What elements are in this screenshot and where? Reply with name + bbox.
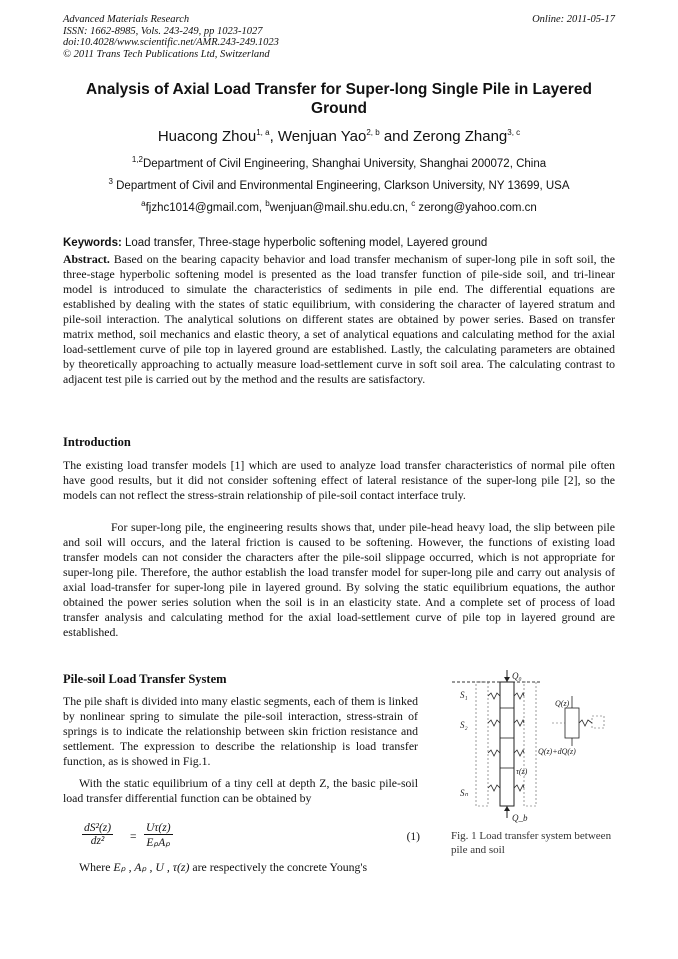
where-line: [63, 860, 418, 875]
eq-lhs-den: dz²: [90, 835, 105, 847]
author-sep: ,: [269, 128, 278, 145]
author-sup: 2, b: [366, 128, 380, 137]
label-tau: τ(z): [516, 767, 528, 776]
intro-paragraph-2: For super-long pile, the engineering results shows that, under pile-head heavy load, the slip between pile and soil will occurs, and the lateral friction is caused to be softening. However, the functions of existing load transfer models can not consider the characters after the pile-soil slippage occurred, which is not appropriate for super-long pile. Therefore, the author establish the load transfer model for super-long pile and carry out analysis of axial load-transfer for super-long pile in layered ground. By solving the static equilibrium equations, the author obtained the power series solution when the soil is in an elasticity state. And a complete set of process of load transfer analysis and calculating method for the axial load-settlement curve of pile top in layered ground are established.: [63, 520, 615, 639]
keywords-label: Keywords:: [63, 237, 122, 249]
where-vars: Eₚ , Aₚ , U , τ(z): [113, 860, 190, 874]
equation-1: [82, 822, 420, 856]
soil-column-left: [476, 682, 488, 806]
affil-sup: 1,2: [131, 155, 143, 165]
author-sup: 3, c: [507, 128, 521, 137]
online-date: Online: 2011-05-17: [532, 14, 615, 25]
journal-header: [63, 14, 279, 60]
eq-lhs: [82, 822, 113, 847]
abstract-label: Abstract.: [63, 252, 110, 266]
eq-number: (1): [406, 831, 420, 843]
element-cell: [565, 708, 579, 738]
keywords: [63, 237, 615, 249]
label-qz: Q(z): [555, 699, 570, 708]
section-heading: Pile-soil Load Transfer System: [63, 672, 227, 686]
label-sn: Sₙ: [460, 788, 469, 798]
author-sep: and: [379, 128, 414, 145]
paper-title: Analysis of Axial Load Transfer for Super-long Single Pile in Layered Ground: [86, 81, 592, 117]
affiliation-2: [63, 177, 615, 192]
email-link[interactable]: zerong@yahoo.com.cn: [415, 202, 537, 214]
author-name: Zerong Zhang: [413, 128, 508, 145]
spring-icon: [488, 693, 500, 699]
author-name: Wenjuan Yao: [277, 128, 367, 145]
soil-box: [592, 716, 604, 728]
where-text: Where: [79, 860, 114, 874]
eq-rhs-den: EₚAₚ: [146, 837, 171, 849]
spring-icon: [488, 750, 500, 756]
email-sup: a: [141, 199, 146, 209]
arrow-head-icon: [504, 677, 510, 682]
keywords-text: Load transfer, Three-stage hyperbolic softening model, Layered ground: [121, 237, 488, 249]
arrow-head-icon: [504, 806, 510, 811]
spring-icon: [579, 720, 592, 726]
journal-name: Advanced Materials Research: [63, 14, 190, 25]
eq-equals: =: [130, 831, 137, 843]
author-sup: 1, a: [256, 128, 270, 137]
label-qb: Q_b: [512, 813, 528, 823]
email-link[interactable]: fjzhc1014@gmail.com,: [145, 202, 266, 214]
issn: ISSN: 1662-8985, Vols. 243-249, pp 1023-1027: [63, 25, 263, 37]
section-paragraph-2: With the static equilibrium of a tiny cell at depth Z, the basic pile-soil load transfer differential function can be obtained by: [63, 776, 418, 805]
email-sup: c: [411, 199, 416, 209]
eq-rhs-num: Uτ(z): [146, 822, 171, 834]
abstract: [63, 252, 615, 387]
eq-rhs: [144, 822, 173, 849]
email-link[interactable]: wenjuan@mail.shu.edu.cn,: [269, 202, 412, 214]
emails: [63, 199, 615, 214]
email-sup: b: [265, 199, 270, 209]
introduction-heading: Introduction: [63, 435, 131, 449]
figure-caption: Fig. 1 Load transfer system between pile and soil: [451, 830, 612, 856]
eq-lhs-num: dS²(z): [84, 822, 112, 834]
affiliation-1: [63, 155, 615, 170]
copyright: © 2011 Trans Tech Publications Ltd, Switzerland: [63, 48, 270, 60]
section-paragraph-1: The pile shaft is divided into many elastic segments, each of them is linked by nonlinear spring to simulate the pile-soil interaction, stress-strain of springs is to indicate the relationship between skin friction resistance and settlement. The expression to describe the relationship is load transfer function, as is showed in Fig.1.: [63, 694, 418, 768]
where-text-2: are respectively the concrete Young's: [189, 860, 368, 874]
abstract-text: Based on the bearing capacity behavior and load transfer mechanism of super-long pile in soft soil, the three-stage hyperbolic softening model is presented as the load transfer function of pile-side soil, and tri-linear model is introduced to simulate the characteristics of sediments in pile end. The differential equations are established by dealing with the states of static equilibrium, with considering the character of layered stratum and pile-soil interaction. The analytical solutions on different states are obtained by power series. Based on transfer matrix method, soil mechanics and elastic theory, a set of analytical equations and calculating method for the axial load-settlement curve of pile top in layered ground are established. Lastly, the calculating parameters are obtained by theoretically approaching to actually measure load-settlement curve in soft soil area. The calculating contrast to adjacent test pile is carried out by the method and the results are satisfactory.: [63, 252, 615, 386]
label-s1: S₁: [460, 690, 468, 700]
load-transfer-diagram: [440, 668, 615, 823]
spring-icon: [514, 785, 524, 791]
label-s2: S₂: [460, 720, 468, 730]
spring-icon: [514, 750, 524, 756]
label-q0: Q₀: [512, 671, 522, 681]
affil-text: Department of Civil and Environmental Engineering, Clarkson University, NY 13699, USA: [112, 180, 570, 192]
affil-sup: 3: [108, 177, 113, 187]
spring-icon: [488, 720, 500, 726]
label-qdq: Q(z)+dQ(z): [538, 747, 576, 756]
author-name: Huacong Zhou: [157, 128, 257, 145]
author-list: [63, 128, 615, 145]
affil-text: Department of Civil Engineering, Shanghai University, Shanghai 200072, China: [142, 158, 547, 170]
pile-shaft: [500, 682, 514, 806]
intro-paragraph-1: The existing load transfer models [1] which are used to analyze load transfer characteristics of normal pile often have good results, but it did not consider softening effect of lateral resistance of the super-long pile [2], so the models can not reflect the stress-strain relationship of pile-soil contact interface truly.: [63, 458, 615, 502]
soil-column-right: [524, 682, 536, 806]
figure-1: [440, 668, 615, 823]
spring-icon: [514, 693, 524, 699]
spring-icon: [488, 785, 500, 791]
spring-icon: [514, 720, 524, 726]
doi: doi:10.4028/www.scientific.net/AMR.243-249.1023: [63, 37, 279, 48]
